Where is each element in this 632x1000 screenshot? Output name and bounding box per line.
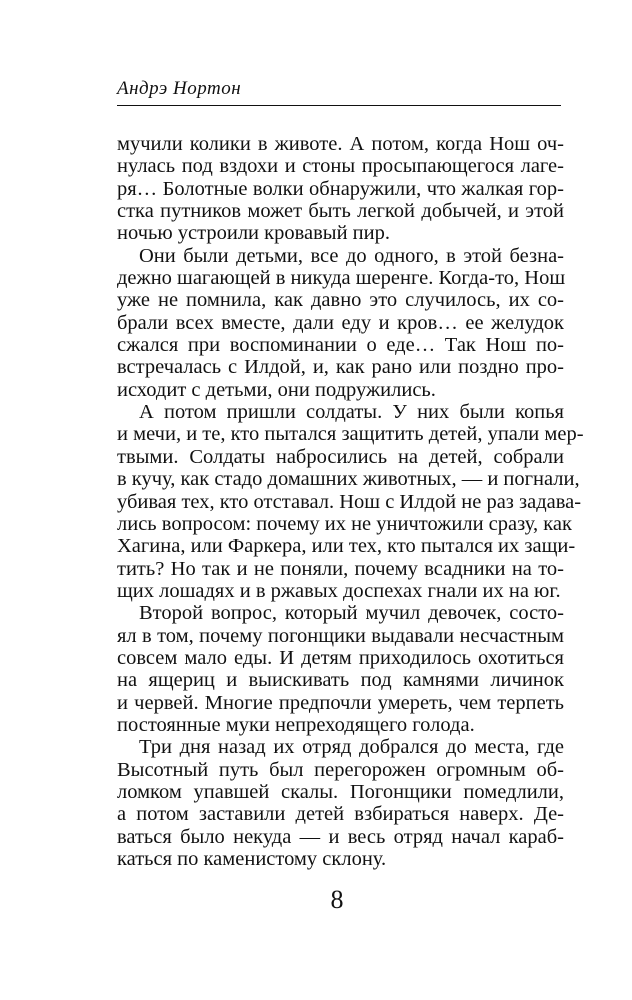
- text-line: мучили колики в животе. А потом, когда Нош оч-: [117, 133, 564, 155]
- text-line: Второй вопрос, который мучил девочек, состо-: [139, 602, 564, 625]
- text-line: брали всех вместе, дали еду и кров… ее желудок: [117, 311, 564, 334]
- text-line: ял в том, почему погонщики выдавали несчастным: [117, 624, 564, 647]
- text-line: Высотный путь был перегорожен огромным об-: [117, 758, 564, 781]
- text-line: ночью устроили кровавый пир.: [117, 222, 390, 245]
- text-line: ломком упавшей скалы. Погонщики помедлили,: [117, 780, 564, 803]
- text-line: на ящериц и выискивать под камнями личинок: [117, 669, 564, 692]
- running-header: Андрэ Нортон: [117, 78, 242, 99]
- text-line: тить? Но так и не поняли, почему всадники на то-: [117, 557, 564, 580]
- text-line: и мечи, и те, кто пытался защитить детей, упали мер-: [117, 423, 584, 446]
- text-line: ваться было некуда — и весь отряд начал караб-: [117, 825, 564, 848]
- text-line: Три дня назад их отряд добрался до места, где: [139, 736, 564, 759]
- text-line: совсем мало еды. И детям приходилось охотиться: [117, 646, 564, 669]
- text-line: дежно шагающей в никуда шеренге. Когда-то, Нош: [117, 267, 566, 290]
- text-line: уже не помнила, как давно это случилось, их со-: [117, 289, 564, 312]
- text-line: исходит с детьми, они подружились.: [117, 378, 436, 401]
- text-line: стка путников может быть легкой добычей, и этой: [117, 200, 564, 223]
- text-line: щих лошадях и в ржавых доспехах гнали их на юг.: [117, 579, 561, 602]
- text-line: ря… Болотные волки обнаружили, что жалкая гор-: [117, 177, 564, 200]
- text-line: каться по каменистому склону.: [117, 848, 387, 870]
- text-line: твыми. Солдаты набросились на детей, собрали: [117, 445, 564, 468]
- text-line: в кучу, как стадо домашних животных, — и погнали,: [117, 468, 580, 491]
- text-line: встречалась с Илдой, и, как рано или поздно про-: [117, 356, 564, 379]
- text-line: Они были детьми, все до одного, в этой безна-: [139, 244, 564, 267]
- text-line: убивая тех, кто отставал. Нош с Илдой не раз задава-: [117, 490, 582, 513]
- body-text: [117, 133, 584, 870]
- text-line: лись вопросом: почему их не уничтожили сразу, как: [117, 512, 572, 535]
- text-line: А потом пришли солдаты. У них были копья: [139, 401, 564, 424]
- text-line: нулась под вздохи и стоны просыпающегося лаге-: [117, 155, 564, 178]
- header-divider: [117, 105, 561, 106]
- text-line: а потом заставили детей взбираться наверх. Де-: [117, 803, 564, 826]
- text-line: Хагина, или Фаркера, или тех, кто пытался их защи-: [117, 535, 576, 558]
- text-line: сжался при воспоминании о еде… Так Нош по-: [117, 334, 564, 357]
- text-line: и червей. Многие предпочли умереть, чем терпеть: [117, 691, 564, 714]
- text-line: постоянные муки непреходящего голода.: [117, 713, 475, 736]
- page-number: 8: [330, 885, 344, 914]
